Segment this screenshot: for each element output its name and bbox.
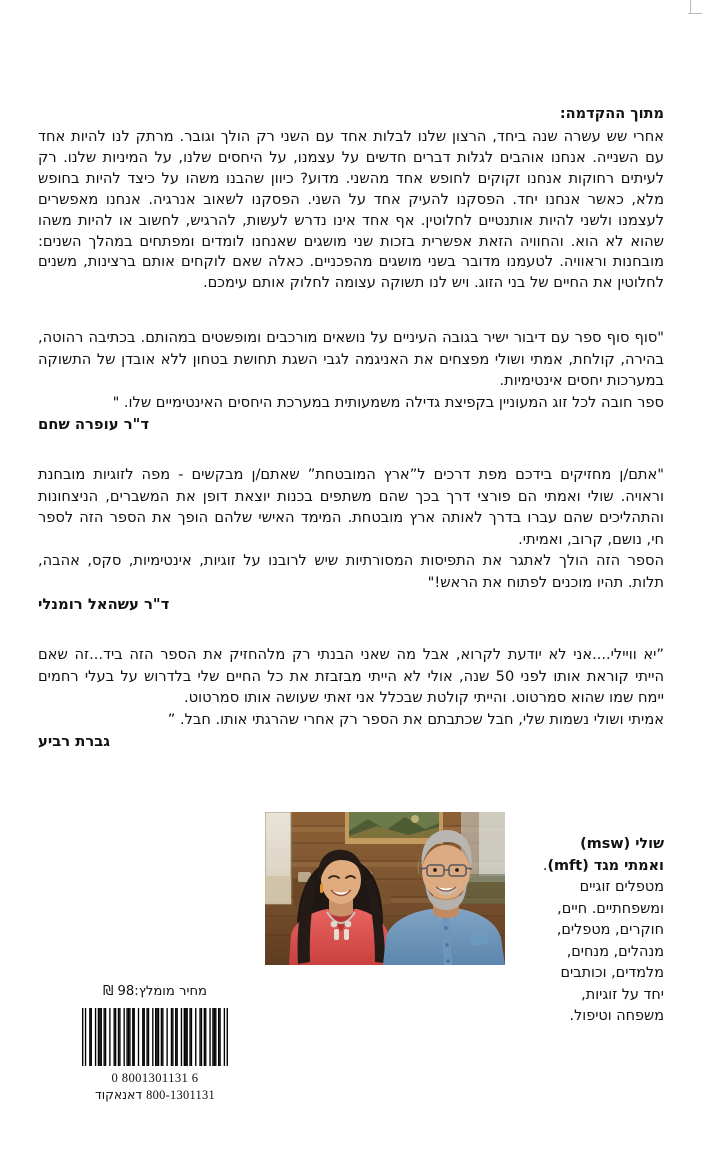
author-names: שולי (msw) ואמתי מגד (mft) xyxy=(547,836,664,874)
quote-attribution-1: ד"ר עופרה שחם xyxy=(38,416,150,434)
quote-text-2: "אתם/ן מחזיקים בידכם מפת דרכים ל”ארץ המובטחת” שאתם/ן מבקשים - מפה לזוגיות מובחנת וראויה. שולי ואמתי הם פורצי דרך בכך שהם משתפים בכנות יוצאת דופן את המשברים, הניצחונות והתהליכים שהם עברו בדרך לאותה ארץ מובטחת. המימד האישי שלהם הופך את הספר הזה לספר חי, נושם, קרוב, ואמיתי. xyxy=(38,466,664,548)
author-bio-description: . מטפלים זוגיים ומשפחתיים. חיים, חוקרים, מטפלים, מנהלים, מנחים, מלמדים, וכותבים יחד על זוגיות, משפחה וטיפול. xyxy=(542,857,664,1024)
crop-mark-horizontal-icon xyxy=(688,13,702,14)
quote-attribution-2: ד"ר עשהאל רומנלי xyxy=(38,596,170,614)
quote-attribution-3: גברת רביע xyxy=(38,733,110,751)
danacode-number: 800-1301131 xyxy=(146,1088,216,1102)
barcode-image xyxy=(82,1008,228,1066)
author-photo-image xyxy=(265,812,505,965)
author-bio-text xyxy=(505,812,664,1028)
recommended-price-label: מחיר מומלץ:98 ₪ xyxy=(102,984,208,999)
quote-block-1 xyxy=(38,327,664,436)
spacer xyxy=(38,294,664,327)
intro-heading: מתוך ההקדמה: xyxy=(559,106,664,122)
spacer xyxy=(38,436,664,464)
author-photo xyxy=(265,812,505,965)
cover-text-content xyxy=(38,104,664,753)
quote-text-tail-3: אמיתי ושולי נשמות שלי, חבל שכתבתם את הספר רק אחרי שהרגתי אותו. חבל. ” xyxy=(167,710,664,728)
danacode-line xyxy=(80,1087,230,1103)
intro-paragraph: אחרי שש עשרה שנה ביחד, הרצון שלנו לבלות אחד עם השני רק הולך וגובר. מרתק לנו להיות אחד עם השנייה. אנחנו אוהבים לגלות דברים חדשים על עצמנו, על היחסים שלנו, על המיניות שלנו. רק לעיתים רחוקות אנחנו זקוקים לחופש אחד מהשני. מדוע? כיוון שהבנו משהו על כיצד להיות בחופש מלא, כאשר אנחנו יחד. הפסקנו להעיק אחד על השני. הפסקנו לשאוב אנרגיה. אנחנו מאפשרים לעצמנו ולשני להיות אותנטיים לחלוטין. אף אחד אינו נדרש לעשות, להרגיש, לחשוב או להיות משהו שהוא לא הוא. והחוויה הזאת אפשרית בזכות שני מושגים שאנחנו לומדים ומפתחים במהלך השנים: מובחנות וראוויה. לטעמנו מדובר בשני מושגים מהפכניים. כאלה שאם לוקחים אותם ברצינות, משנים לחלוטין את החיים של בני הזוג. ויש לנו תשוקה עצומה לחלוק אותם עימכם. xyxy=(38,128,664,292)
barcode-digits: 0 8001301131 6 xyxy=(111,1071,199,1085)
barcode-block xyxy=(80,983,230,1103)
quote-block-3 xyxy=(38,644,664,753)
quote-text-tail-2: הספר הזה הולך לאתגר את התפיסות המסורתיות שיש לרובנו על זוגיות, אינטימיות, סקס, אהבה, תלות. תהיו מוכנים לפתוח את הראש!" xyxy=(38,552,664,591)
quote-text-tail-1: ספר חובה לכל זוג המעוניין בקפיצת גדילה משמעותית במערכת היחסים האינטימיים שלו. " xyxy=(112,393,664,411)
quote-text-3: ”יא וויילי....אני לא יודעת לקרוא, אבל מה שאני הבנתי רק מלהחזיק את הספר הזה ביד...זה שאם הייתי קוראת אותו לפני 50 שנה, אולי לא הייתי מבזבזת את כל החיים שלי בלדרוש על בעלי רחמים יימח שמו שהוא סמרטוט. והייתי קולטת שבכלל אני זאתי שעושה אותו סמרטוט. xyxy=(38,646,664,707)
crop-mark-vertical-icon xyxy=(690,0,691,14)
spacer xyxy=(38,616,664,644)
danacode-label: דאנאקוד xyxy=(94,1087,143,1102)
quote-text-1: "סוף סוף ספר עם דיבור ישיר בגובה העיניים על נושאים מורכבים ומופשטים במהותם. בכתיבה רהוטה, בהירה, קולחת, אמתי ושולי מפצחים את האניגמה לגבי השגת תחושת בטחון ללא אובדן של התשוקה במערכות יחסים אינטימיות. xyxy=(38,329,664,390)
quote-block-2 xyxy=(38,464,664,616)
